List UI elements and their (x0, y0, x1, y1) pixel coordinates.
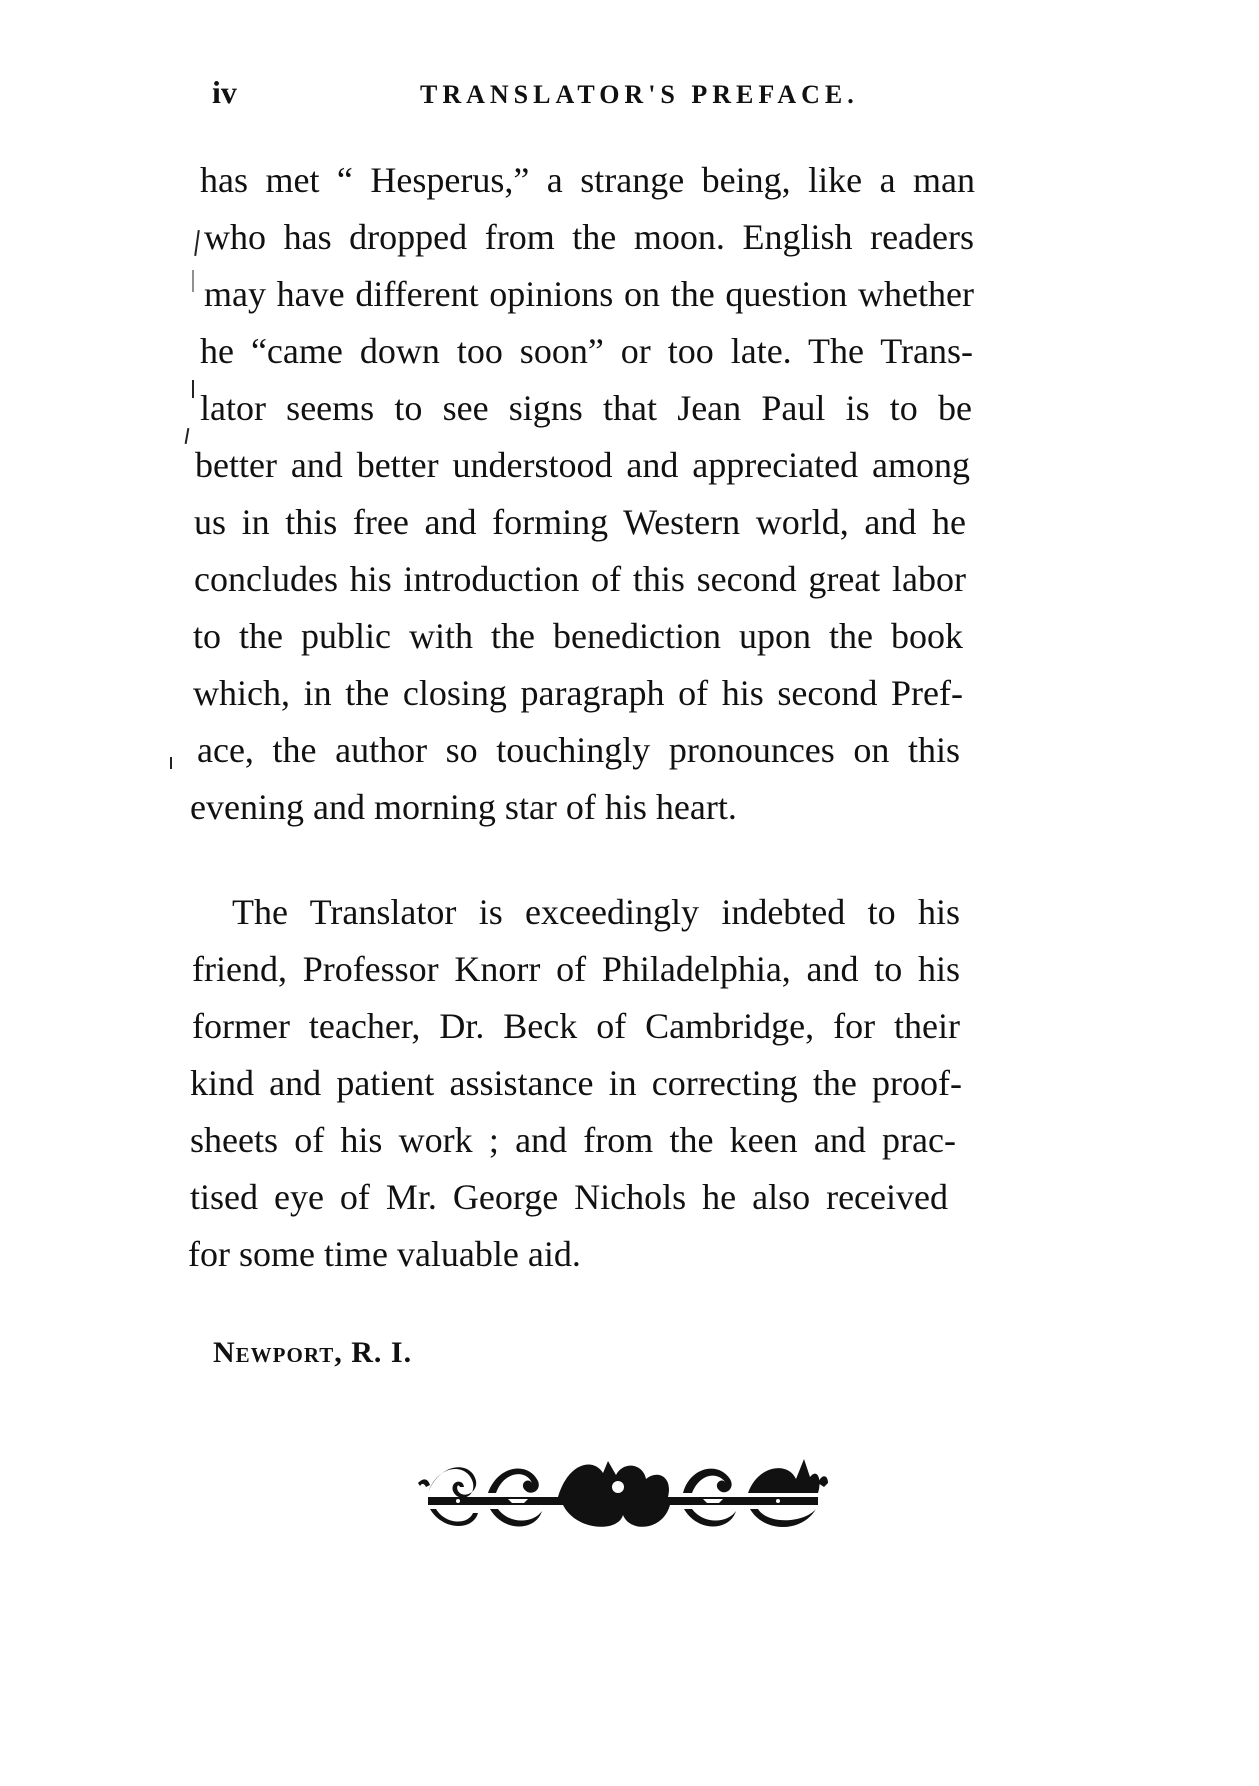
text-line: former teacher, Dr. Beck of Cambridge, for their (192, 1006, 960, 1046)
paragraph-1 (190, 158, 990, 827)
paragraph-2 (190, 890, 980, 1310)
margin-mark (185, 428, 190, 444)
margin-mark (192, 270, 194, 292)
text-line: for some time valuable aid. (188, 1234, 581, 1274)
text-line: has met “ Hesperus,” a strange being, like a man (200, 160, 975, 200)
text-line: tised eye of Mr. George Nichols he also received (190, 1177, 948, 1217)
text-line: kind and patient assistance in correcting the proof- (190, 1063, 962, 1103)
text-line: The Translator is exceedingly indebted to his (232, 892, 960, 932)
page-number: iv (212, 74, 237, 110)
text-line: who has dropped from the moon. English readers (204, 217, 974, 257)
text-line: to the public with the benediction upon the book (193, 616, 963, 656)
text-line: may have different opinions on the question whether (204, 274, 974, 314)
text-line: ace, the author so touchingly pronounces on this (197, 730, 960, 770)
text-line: concludes his introduction of this second great labor (194, 559, 966, 599)
text-line: lator seems to see signs that Jean Paul is to be (200, 388, 972, 428)
margin-mark (170, 757, 172, 769)
margin-mark (192, 380, 194, 398)
text-line: evening and morning star of his heart. (190, 787, 737, 827)
tailpiece-ornament-icon (418, 1453, 828, 1533)
running-title: TRANSLATOR'S PREFACE. (420, 80, 859, 109)
text-line: friend, Professor Knorr of Philadelphia, and to his (192, 949, 960, 989)
text-line: sheets of his work ; and from the keen and prac- (190, 1120, 956, 1160)
place-signoff: Newport, R. I. (213, 1336, 413, 1369)
text-line: he “came down too soon” or too late. The Trans- (200, 331, 973, 371)
running-head (212, 74, 912, 114)
text-line: which, in the closing paragraph of his second Pref- (193, 673, 963, 713)
text-line: us in this free and forming Western world, and he (194, 502, 966, 542)
text-line: better and better understood and appreciated among (195, 445, 970, 485)
margin-mark (194, 230, 200, 256)
